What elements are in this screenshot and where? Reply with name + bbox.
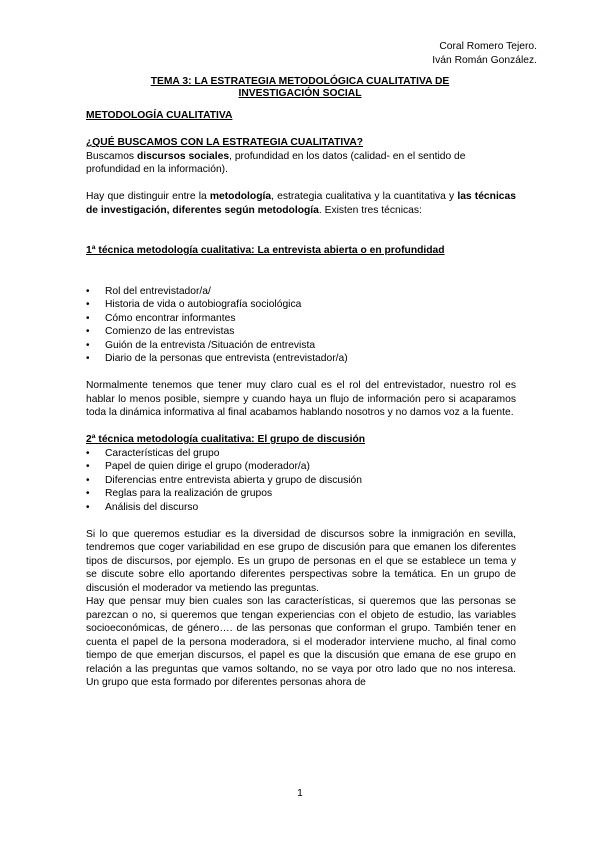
title-line: TEMA 3: LA ESTRATEGIA METODOLÓGICA CUALITATIVA DE bbox=[150, 76, 450, 87]
list-item: • Cómo encontrar informantes bbox=[105, 312, 516, 326]
list-item: • Rol del entrevistador/a/ bbox=[105, 285, 516, 299]
technique-1-list bbox=[86, 285, 516, 366]
author-name: Coral Romero Tejero. bbox=[439, 41, 537, 52]
list-item: • Comienzo de las entrevistas bbox=[105, 325, 516, 339]
bold-term: metodología bbox=[209, 191, 272, 202]
list-item: • Diferencias entre entrevista abierta y grupo de discusión bbox=[105, 474, 516, 488]
paragraph-discursos bbox=[86, 150, 516, 177]
document-body bbox=[86, 109, 516, 690]
text-run: , profundidad en los datos (calidad- en el sentido de profundidad en la información). bbox=[86, 150, 466, 175]
technique-2-paragraph-2: Hay que pensar muy bien cuales son las características, si queremos que las personas se parezcan o no, si queremos que tengan experiencias con el objeto de estudio, las variables socioeconómicas, de género…. de las personas que conforman el grupo. También tener en cuenta el papel de la persona moderadora, si el moderador interviene mucho, al final como tiempo de que emerjan discursos, el papel es que la discusión que emana de ese grupo en relación a las preguntas que vamos soltando, no se vaya por otro lado que no nos interesa. Un grupo que esta formado por diferentes personas ahora de bbox=[86, 596, 516, 688]
technique-1-paragraph: Normalmente tenemos que tener muy claro cual es el rol del entrevistador, nuestro rol es hablar lo menos posible, siempre y cuando haya un flujo de información pero si acaparamos toda la dinámica informativa al final acabamos hablando nosotros y no damos voz a la fuente. bbox=[86, 380, 516, 418]
list-item: • Historia de vida o autobiografía sociológica bbox=[105, 298, 516, 312]
technique-2-heading: 2ª técnica metodología cualitativa: El grupo de discusión bbox=[86, 434, 366, 445]
paragraph-tecnicas bbox=[86, 190, 516, 217]
list-item: • Papel de quien dirige el grupo (moderador/a) bbox=[105, 460, 516, 474]
list-item: • Guión de la entrevista /Situación de entrevista bbox=[105, 339, 516, 353]
list-item: • Diario de la personas que entrevista (entrevistador/a) bbox=[105, 352, 516, 366]
list-item: • Reglas para la realización de grupos bbox=[105, 487, 516, 501]
authors-block bbox=[432, 40, 537, 68]
text-run: Hay que distinguir entre la bbox=[86, 191, 210, 202]
technique-2-list bbox=[86, 447, 516, 515]
text-run: . Existen tres técnicas: bbox=[318, 204, 422, 216]
author-name: Iván Román González. bbox=[432, 55, 537, 66]
document-title bbox=[86, 76, 514, 100]
technique-1-heading: 1ª técnica metodología cualitativa: La entrevista abierta o en profundidad bbox=[86, 245, 445, 256]
technique-2-paragraph-1: Si lo que queremos estudiar es la diversidad de discursos sobre la inmigración en sevilla, tendremos que coger variabilidad en ese grupo de discusión para que emanen los diferentes tipos de discursos, por ejemplo. Es un grupo de personas en el que se establece un tema y se discute sobre ello aportando diferentes perspectivas sobre la temática. En un grupo de discusión el moderador va metiendo las preguntas. bbox=[86, 528, 516, 594]
question-heading: ¿QUÉ BUSCAMOS CON LA ESTRATEGIA CUALITATIVA? bbox=[86, 137, 364, 148]
text-run: , estrategia cualitativa y la cuantitativa y bbox=[271, 191, 458, 202]
bold-term: discursos sociales bbox=[136, 150, 230, 162]
page-number: 1 bbox=[297, 788, 303, 799]
list-item: • Características del grupo bbox=[105, 447, 516, 461]
section-heading: METODOLOGÍA CUALITATIVA bbox=[86, 110, 233, 121]
text-run: Buscamos bbox=[86, 150, 137, 162]
bold-term: las técnicas de investigación, diferentes según metodología bbox=[86, 191, 516, 216]
title-line: INVESTIGACIÓN SOCIAL bbox=[238, 88, 362, 99]
list-item: • Análisis del discurso bbox=[105, 501, 516, 515]
